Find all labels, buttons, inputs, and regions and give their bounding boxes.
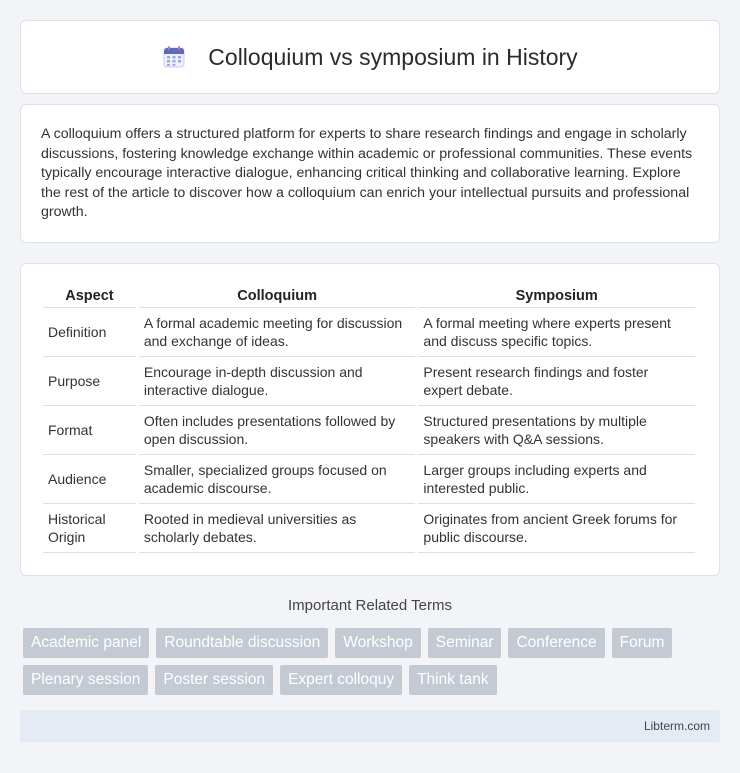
row-symposium: Present research findings and foster expert debate.: [418, 357, 695, 406]
row-colloquium: A formal academic meeting for discussion and exchange of ideas.: [139, 308, 416, 357]
related-term-tag[interactable]: Academic panel: [23, 628, 149, 658]
header-colloquium: Colloquium: [139, 286, 416, 308]
related-term-tag[interactable]: Conference: [508, 628, 604, 658]
related-terms-title: Important Related Terms: [288, 597, 452, 614]
comparison-table: [40, 286, 698, 553]
row-aspect: Historical Origin: [43, 504, 136, 553]
table-row: [43, 308, 695, 357]
comparison-card: [20, 263, 720, 576]
row-colloquium: Encourage in-depth discussion and interactive dialogue.: [139, 357, 416, 406]
related-term-tag[interactable]: Think tank: [409, 665, 497, 695]
row-aspect: Definition: [43, 308, 136, 357]
related-term-tag[interactable]: Roundtable discussion: [156, 628, 328, 658]
calendar-icon: [162, 45, 186, 69]
row-colloquium: Smaller, specialized groups focused on academic discourse.: [139, 455, 416, 504]
page-title: Colloquium vs symposium in History: [208, 43, 578, 70]
table-header-row: [43, 286, 695, 308]
title-card: [20, 20, 720, 94]
row-colloquium: Rooted in medieval universities as scholarly debates.: [139, 504, 416, 553]
related-term-tag[interactable]: Seminar: [428, 628, 502, 658]
row-aspect: Purpose: [43, 357, 136, 406]
related-term-tag[interactable]: Poster session: [155, 665, 273, 695]
related-term-tag[interactable]: Expert colloquy: [280, 665, 402, 695]
row-aspect: Format: [43, 406, 136, 455]
related-term-tag[interactable]: Forum: [612, 628, 673, 658]
related-term-tag[interactable]: Workshop: [335, 628, 421, 658]
row-colloquium: Often includes presentations followed by open discussion.: [139, 406, 416, 455]
related-term-tag[interactable]: Plenary session: [23, 665, 148, 695]
table-row: [43, 455, 695, 504]
row-symposium: Originates from ancient Greek forums for public discourse.: [418, 504, 695, 553]
related-terms-list: [23, 628, 703, 702]
row-aspect: Audience: [43, 455, 136, 504]
footer-site-link[interactable]: Libterm.com: [643, 719, 710, 733]
table-row: [43, 406, 695, 455]
row-symposium: Structured presentations by multiple speakers with Q&A sessions.: [418, 406, 695, 455]
header-symposium: Symposium: [418, 286, 695, 308]
intro-paragraph: A colloquium offers a structured platform for experts to share research findings and engage in scholarly discussions, fostering knowledge exchange within academic or professional communities. These events typically encourage interactive dialogue, enhancing critical thinking and collaborative learning. Explore the rest of the article to discover how a colloquium can enrich your intellectual pursuits and professional growth.: [41, 126, 693, 221]
table-row: [43, 504, 695, 553]
table-row: [43, 357, 695, 406]
row-symposium: Larger groups including experts and interested public.: [418, 455, 695, 504]
intro-card: [20, 104, 720, 243]
footer: [20, 710, 720, 742]
row-symposium: A formal meeting where experts present and discuss specific topics.: [418, 308, 695, 357]
header-aspect: Aspect: [43, 286, 136, 308]
